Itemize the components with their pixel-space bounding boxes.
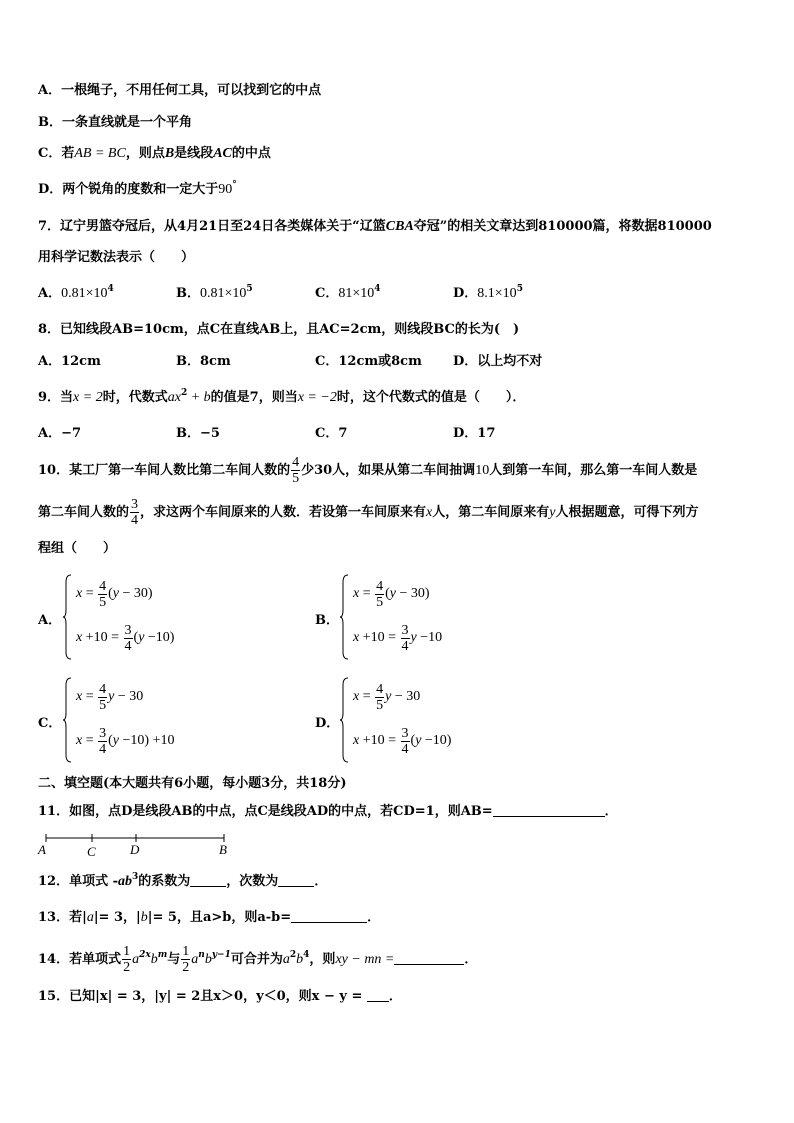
answer-blank[interactable] xyxy=(367,989,389,1002)
answer-blank[interactable] xyxy=(278,874,314,887)
q10-option-d-system: x = $\frac{4}{5}$ y − 30 x +10 = $\frac{3}{4}$ ( y −10) xyxy=(339,677,519,763)
point-label-c: C xyxy=(87,844,96,858)
brace-icon xyxy=(339,677,349,763)
q11-stem: 11．如图，点D是线段AB的中点，点C是线段AD的中点，若CD=1，则AB= ． xyxy=(38,804,618,819)
answer-blank[interactable] xyxy=(190,874,226,887)
fraction-1-2: $\frac{1}{2}$ xyxy=(123,944,131,975)
q10-option-a-label: A． xyxy=(38,613,62,628)
q10-option-b-label: B． xyxy=(315,613,339,628)
answer-blank[interactable] xyxy=(493,804,605,817)
q8-option-a: A．12cm xyxy=(38,354,101,369)
q10-stem-line1: 10．某工厂第一车间人数比第二车间人数的 $\frac{4}{5}$ 少30人，如果从第二车间抽调10人到第一车间，那么第一车间人数是 xyxy=(38,455,698,486)
q9-option-a: A．−7 xyxy=(38,426,82,441)
q13-stem: 13．若|a|= 3，|b|= 5，且a>b，则a-b= ． xyxy=(38,910,381,925)
q6-option-c: C．若AB = BC，则点B是线段AC的中点 xyxy=(38,146,271,161)
answer-blank[interactable] xyxy=(291,910,367,923)
point-label-a: A xyxy=(38,842,46,857)
q9-option-b: B．−5 xyxy=(176,426,220,441)
q7-option-a: A．$0.81\times 10^4$ xyxy=(38,284,114,301)
q6-option-b: B．一条直线就是一个平角 xyxy=(38,115,192,130)
q7-stem-line2: 用科学记数法表示（ ） xyxy=(38,250,195,265)
q8-option-d: D．以上均不对 xyxy=(453,354,543,369)
q7-option-c: C．$81\times 10^4$ xyxy=(315,284,381,301)
q10-option-d-label: D． xyxy=(315,716,340,731)
q8-option-b: B．8cm xyxy=(176,354,231,369)
q15-stem: 15．已知|x| = 3，|y| = 2且x＞0，y＜0，则x − y = ． xyxy=(38,989,402,1004)
section-2-heading: 二、填空题(本大题共有6小题，每小题3分，共18分) xyxy=(38,776,347,791)
fraction-3-4: $\frac{3}{4}$ xyxy=(131,497,139,528)
q9-stem: 9．当x = 2时，代数式$ax^2 + b$的值是7，则当x = −2时，这个代数式的值是（ ）． xyxy=(38,388,526,405)
q12-stem: 12．单项式 $-ab^3$的系数为 ，次数为 ． xyxy=(38,872,328,889)
brace-icon xyxy=(339,574,349,660)
q10-option-c-system: x = $\frac{4}{5}$ y − 30 x = $\frac{3}{4}$ ( y −10) +10 xyxy=(62,677,262,763)
q7-option-d: D．$8.1\times 10^5$ xyxy=(453,284,523,301)
q10-stem-line2: 第二车间人数的 $\frac{3}{4}$ ，求这两个车间原来的人数．若设第一车间原来有x人，第二车间原来有y人根据题意，可得下列方 xyxy=(38,497,699,528)
fraction-4-5: $\frac{4}{5}$ xyxy=(292,455,300,486)
point-label-d: D xyxy=(130,842,140,857)
q9-option-d: D．17 xyxy=(453,426,496,441)
brace-icon xyxy=(62,677,72,763)
q6-option-a: A．一根绳子，不用任何工具，可以找到它的中点 xyxy=(38,83,322,98)
answer-blank[interactable] xyxy=(394,952,464,965)
brace-icon xyxy=(62,574,72,660)
point-label-b: B xyxy=(219,842,227,857)
q6-option-d: D．两个锐角的度数和一定大于90° xyxy=(38,180,237,197)
q8-option-c: C．12cm或8cm xyxy=(315,354,422,369)
q10-option-b-system: x = $\frac{4}{5}$ ( y − 30) x +10 = $\frac{3}{4}$ y −10 xyxy=(339,574,519,660)
q10-stem-line3: 程组（ ） xyxy=(38,541,117,556)
q10-option-c-label: C． xyxy=(38,716,62,731)
q10-option-a-system: x = $\frac{4}{5}$ ( y − 30) x +10 = $\frac{3}{4}$ ( y −10) xyxy=(62,574,242,660)
q9-option-c: C．7 xyxy=(315,426,348,441)
q7-option-b: B．$0.81\times 10^5$ xyxy=(176,284,253,301)
q7-stem-line1: 7．辽宁男篮夺冠后，从4月21日至24日各类媒体关于“辽篮CBA夺冠”的相关文章达到810000篇，将数据810000 xyxy=(38,219,712,234)
q8-stem: 8．已知线段AB=10cm，点C在直线AB上，且AC=2cm，则线段BC的长为( ) xyxy=(38,322,520,337)
q14-stem: 14．若单项式 $\frac{1}{2}$ $a^{2x}b^m$与 $\frac{1}{2}$ $a^nb^{y-1}$可合并为$a^2b^4$，则xy − mn = ． xyxy=(38,944,478,975)
segment-figure xyxy=(34,830,234,858)
